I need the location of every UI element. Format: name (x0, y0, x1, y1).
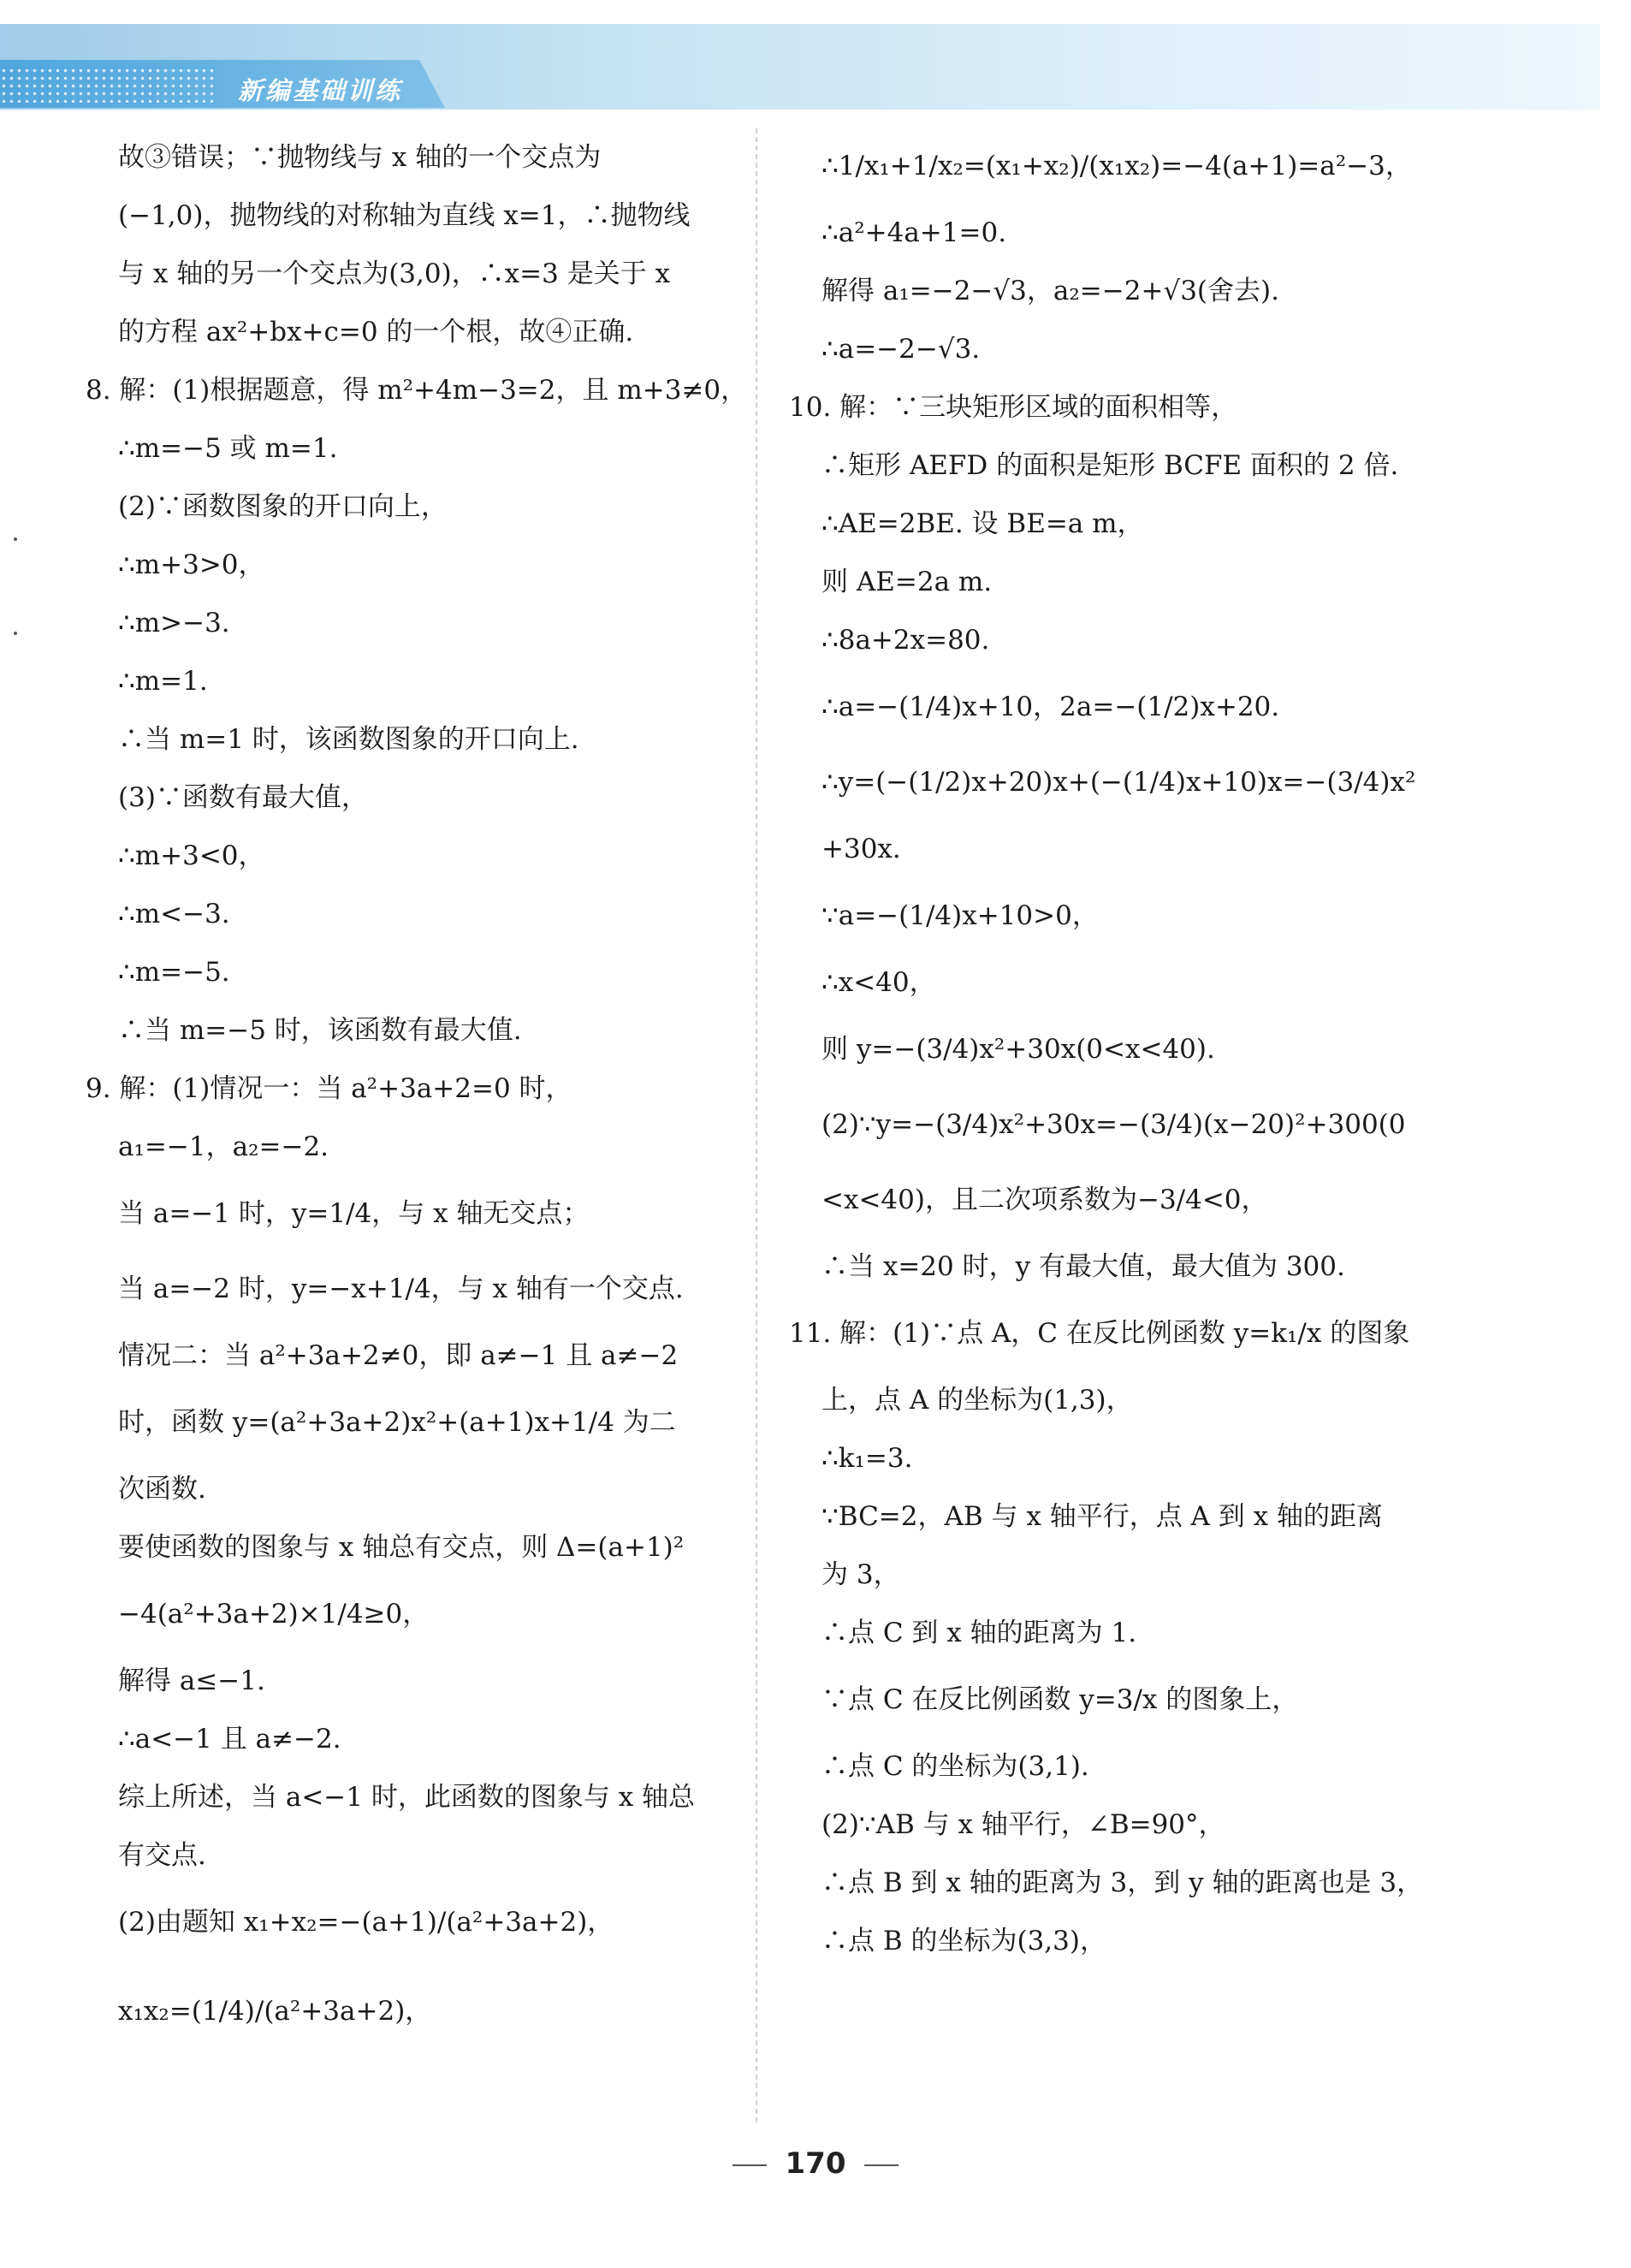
text-line: <x<40)，且二次项系数为−3/4<0， (821, 1184, 1268, 1215)
text-line: 与 x 轴的另一个交点为(3,0)，∴x=3 是关于 x (118, 258, 671, 289)
text-line: ∴点 C 到 x 轴的距离为 1. (821, 1618, 1137, 1648)
text-line: 则 AE=2a m. (821, 567, 993, 597)
text-line: a₁=−1，a₂=−2. (118, 1131, 329, 1162)
text-line: +30x. (821, 834, 901, 864)
text-line: (2)由题知 x₁+x₂=−(a+1)/(a²+3a+2)， (118, 1907, 614, 1938)
text-line: (2)∵y=−(3/4)x²+30x=−(3/4)(x−20)²+300(0 (821, 1109, 1406, 1140)
text-line: ∴AE=2BE. 设 BE=a m， (821, 508, 1144, 539)
text-line: ∴8a+2x=80. (821, 625, 990, 656)
right-column (789, 128, 1465, 1970)
text-line: ∴x<40， (821, 967, 936, 998)
problem-11-heading: 11. 解：(1)∵点 A，C 在反比例函数 y=k₁/x 的图象 (789, 1318, 1410, 1349)
text-line: (−1,0)，抛物线的对称轴为直线 x=1，∴抛物线 (118, 200, 691, 231)
text-line: x₁x₂=(1/4)/(a²+3a+2)， (118, 1996, 432, 2027)
text-line: ∴a=−(1/4)x+10，2a=−(1/2)x+20. (821, 692, 1280, 722)
series-title: 新编基础训练 (238, 76, 403, 105)
text-line: ∴1/x₁+1/x₂=(x₁+x₂)/(x₁x₂)=−4(a+1)=a²−3， (821, 151, 1412, 181)
header-dot-pattern (0, 67, 214, 103)
text-line: ∴a=−2−√3. (821, 334, 981, 365)
text-line: ∴m=1. (118, 666, 208, 697)
text-line: (2)∵AB 与 x 轴平行，∠B=90°， (821, 1809, 1225, 1840)
text-line: 解得 a≤−1. (118, 1665, 265, 1696)
text-line: ∴点 C 的坐标为(3,1). (821, 1751, 1089, 1782)
text-line: 情况二：当 a²+3a+2≠0，即 a≠−1 且 a≠−2 (118, 1340, 679, 1371)
page-footer (0, 2146, 1631, 2181)
text-line: ∴a²+4a+1=0. (821, 217, 1007, 248)
text-line: 当 a=−2 时，y=−x+1/4，与 x 轴有一个交点. (118, 1274, 684, 1304)
footer-dash-left (732, 2164, 767, 2166)
scan-speck (14, 537, 17, 541)
text-line: 为 3， (821, 1559, 900, 1590)
text-line: 次函数. (118, 1474, 206, 1505)
text-line: 的方程 ax²+bx+c=0 的一个根，故④正确. (118, 317, 634, 347)
page-number: 170 (785, 2146, 846, 2181)
text-line: ∴m<−3. (118, 899, 230, 929)
text-line: ∴矩形 AEFD 的面积是矩形 BCFE 面积的 2 倍. (821, 450, 1399, 481)
problem-10-heading: 10. 解：∵三块矩形区域的面积相等， (789, 392, 1238, 423)
text-line: ∵BC=2，AB 与 x 轴平行，点 A 到 x 轴的距离 (821, 1501, 1383, 1532)
text-line: 上，点 A 的坐标为(1,3)， (821, 1385, 1133, 1416)
text-line: 有交点. (118, 1840, 206, 1871)
text-line: ∴m=−5 或 m=1. (118, 433, 338, 464)
footer-dash-right (864, 2164, 899, 2166)
column-divider (756, 128, 757, 2123)
text-line: ∴当 m=−5 时，该函数有最大值. (118, 1015, 522, 1046)
text-line: ∴点 B 的坐标为(3,3)， (821, 1926, 1106, 1956)
text-line: 综上所述，当 a<−1 时，此函数的图象与 x 轴总 (118, 1782, 696, 1813)
text-line: ∴y=(−(1/2)x+20)x+(−(1/4)x+10)x=−(3/4)x² (821, 767, 1416, 798)
text-line: (3)∵函数有最大值， (118, 782, 368, 813)
text-line: ∴m=−5. (118, 957, 230, 988)
text-line: 解得 a₁=−2−√3，a₂=−2+√3(舍去). (821, 276, 1279, 306)
text-line: −4(a²+3a+2)×1/4≥0， (118, 1599, 430, 1630)
text-line: ∵点 C 在反比例函数 y=3/x 的图象上， (821, 1684, 1299, 1715)
text-line: ∴a<−1 且 a≠−2. (118, 1724, 341, 1754)
text-line: 则 y=−(3/4)x²+30x(0<x<40). (821, 1034, 1215, 1065)
text-line: ∴点 B 到 x 轴的距离为 3，到 y 轴的距离也是 3， (821, 1867, 1424, 1898)
text-line: ∴k₁=3. (821, 1443, 913, 1474)
text-line: ∴当 x=20 时，y 有最大值，最大值为 300. (821, 1251, 1345, 1282)
text-line: (2)∵函数图象的开口向上， (118, 491, 448, 522)
problem-8-heading: 8. 解：(1)根据题意，得 m²+4m−3=2，且 m+3≠0， (86, 375, 748, 406)
text-line: ∴m+3>0， (118, 549, 265, 580)
text-line: 要使函数的图象与 x 轴总有交点，则 Δ=(a+1)² (118, 1532, 685, 1563)
text-line: ∴m+3<0， (118, 840, 265, 871)
scan-speck (14, 632, 17, 635)
text-line: 时，函数 y=(a²+3a+2)x²+(a+1)x+1/4 为二 (118, 1407, 676, 1438)
text-line: ∵a=−(1/4)x+10>0， (821, 900, 1099, 931)
text-line: 当 a=−1 时，y=1/4，与 x 轴无交点； (118, 1198, 590, 1229)
text-line: ∴m>−3. (118, 608, 230, 638)
left-column (86, 128, 748, 2063)
problem-9-heading: 9. 解：(1)情况一：当 a²+3a+2=0 时， (86, 1073, 572, 1104)
text-line: 故③错误；∵抛物线与 x 轴的一个交点为 (118, 142, 602, 173)
text-line: ∴当 m=1 时，该函数图象的开口向上. (118, 724, 579, 755)
